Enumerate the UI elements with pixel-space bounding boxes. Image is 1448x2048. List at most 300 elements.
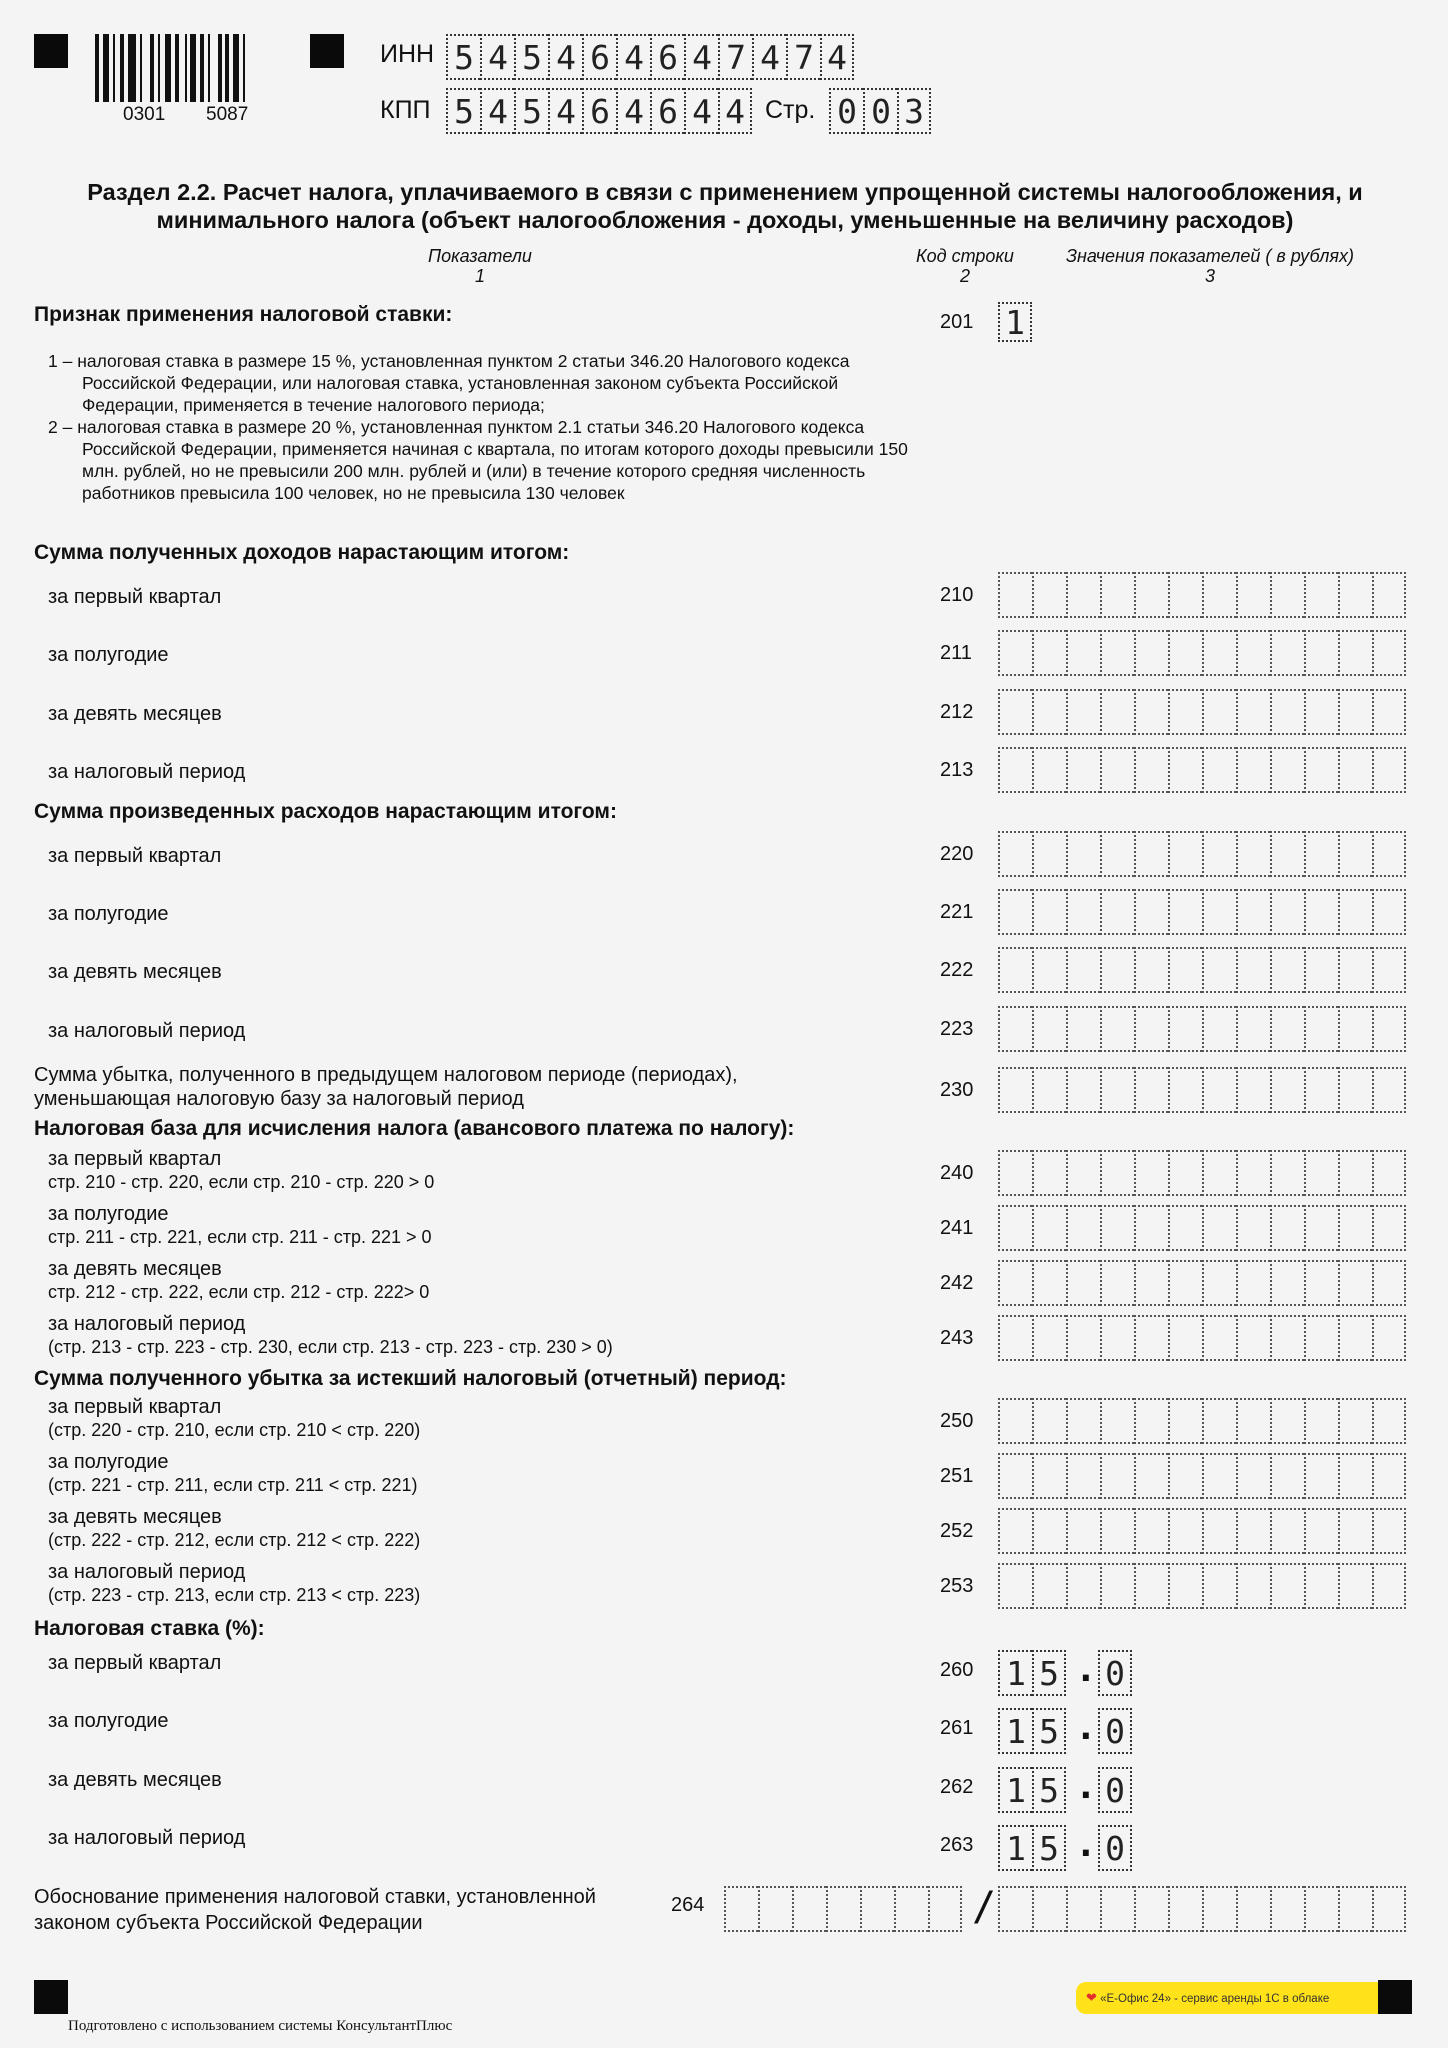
tax_base-digit-cell[interactable]	[1236, 1315, 1270, 1361]
income-digit-cell[interactable]	[1066, 630, 1100, 676]
loss-digit-cell[interactable]	[1372, 1453, 1406, 1499]
loss-digit-cell[interactable]	[1202, 1508, 1236, 1554]
kpp-digit-cell[interactable]: 4	[480, 88, 514, 134]
loss-digit-cell[interactable]	[1066, 1563, 1100, 1609]
tax_base-digit-cell[interactable]	[1032, 1315, 1066, 1361]
tax_base-digit-cell[interactable]	[1100, 1205, 1134, 1251]
income-digit-cell[interactable]	[1236, 572, 1270, 618]
income-digit-cell[interactable]	[1338, 747, 1372, 793]
expenses-digit-cell[interactable]	[998, 947, 1032, 993]
loss-digit-cell[interactable]	[1372, 1398, 1406, 1444]
inn-digit-cell[interactable]: 5	[514, 34, 548, 80]
tax_base-digit-cell[interactable]	[1338, 1260, 1372, 1306]
loss-prev-field[interactable]	[998, 1067, 1406, 1113]
loss-digit-cell[interactable]	[1100, 1453, 1134, 1499]
loss-digit-cell[interactable]	[1134, 1398, 1168, 1444]
income-digit-cell[interactable]	[998, 689, 1032, 735]
income-digit-cell[interactable]	[998, 572, 1032, 618]
rate-frac-field-262[interactable]	[1098, 1767, 1132, 1813]
expenses-digit-cell[interactable]	[1270, 947, 1304, 993]
justification-right-digit-cell[interactable]	[1338, 1886, 1372, 1932]
loss-prev-digit-cell[interactable]	[1032, 1067, 1066, 1113]
expenses-digit-cell[interactable]	[1066, 947, 1100, 993]
income-digit-cell[interactable]	[1032, 747, 1066, 793]
tax_base-digit-cell[interactable]	[1270, 1205, 1304, 1251]
expenses-digit-cell[interactable]	[1270, 1006, 1304, 1052]
expenses-digit-cell[interactable]	[1270, 889, 1304, 935]
expenses-digit-cell[interactable]	[1338, 1006, 1372, 1052]
expenses-digit-cell[interactable]	[1032, 889, 1066, 935]
income-digit-cell[interactable]	[998, 747, 1032, 793]
inn-digit-cell[interactable]: 6	[582, 34, 616, 80]
tax_base-digit-cell[interactable]	[1372, 1260, 1406, 1306]
tax_base-digit-cell[interactable]	[1372, 1150, 1406, 1196]
tax_base-digit-cell[interactable]	[1304, 1150, 1338, 1196]
justification-right-digit-cell[interactable]	[1066, 1886, 1100, 1932]
expenses-digit-cell[interactable]	[1236, 831, 1270, 877]
loss-digit-cell[interactable]	[1304, 1563, 1338, 1609]
loss-field-253[interactable]	[998, 1563, 1406, 1609]
eoffice-ad-banner[interactable]	[1076, 1982, 1378, 2014]
inn-digit-cell[interactable]: 4	[480, 34, 514, 80]
loss-digit-cell[interactable]	[1236, 1563, 1270, 1609]
loss-prev-digit-cell[interactable]	[1134, 1067, 1168, 1113]
income-digit-cell[interactable]	[1372, 572, 1406, 618]
income-digit-cell[interactable]	[1202, 747, 1236, 793]
loss-digit-cell[interactable]	[1270, 1508, 1304, 1554]
tax_base-digit-cell[interactable]	[1338, 1205, 1372, 1251]
tax_base-field-240[interactable]	[998, 1150, 1406, 1196]
income-digit-cell[interactable]	[1066, 572, 1100, 618]
expenses-digit-cell[interactable]	[1202, 947, 1236, 993]
loss-digit-cell[interactable]	[998, 1398, 1032, 1444]
loss-digit-cell[interactable]	[1100, 1563, 1134, 1609]
tax_base-digit-cell[interactable]	[1202, 1205, 1236, 1251]
expenses-digit-cell[interactable]	[1202, 889, 1236, 935]
expenses-digit-cell[interactable]	[1066, 831, 1100, 877]
code-220: 220	[940, 843, 974, 865]
tax_base-digit-cell[interactable]	[1372, 1315, 1406, 1361]
loss-digit-cell[interactable]	[1168, 1453, 1202, 1499]
income-digit-cell[interactable]	[1134, 747, 1168, 793]
income-digit-cell[interactable]	[1168, 747, 1202, 793]
expenses-digit-cell[interactable]	[1304, 1006, 1338, 1052]
tax_base-field-241[interactable]	[998, 1205, 1406, 1251]
justification-left-digit-cell[interactable]	[928, 1886, 962, 1932]
justification-right-digit-cell[interactable]	[1270, 1886, 1304, 1932]
income-digit-cell[interactable]	[1236, 747, 1270, 793]
kpp-digit-cell[interactable]: 5	[446, 88, 480, 134]
justification-left-digit-cell[interactable]	[894, 1886, 928, 1932]
loss-prev-digit-cell[interactable]	[1100, 1067, 1134, 1113]
justification-right-digit-cell[interactable]	[1168, 1886, 1202, 1932]
rate-sign-cell[interactable]: 1	[998, 302, 1032, 342]
justification-right-digit-cell[interactable]	[1236, 1886, 1270, 1932]
loss-digit-cell[interactable]	[1168, 1398, 1202, 1444]
expenses-digit-cell[interactable]	[1304, 947, 1338, 993]
inn-digit-cell[interactable]: 6	[650, 34, 684, 80]
loss-prev-digit-cell[interactable]	[1066, 1067, 1100, 1113]
tax_base-digit-cell[interactable]	[998, 1150, 1032, 1196]
tax_base-field-243[interactable]	[998, 1315, 1406, 1361]
income-digit-cell[interactable]	[1100, 630, 1134, 676]
rate-sign-field[interactable]	[998, 302, 1032, 342]
tax_base-digit-cell[interactable]	[1066, 1260, 1100, 1306]
page-number-field[interactable]	[829, 88, 931, 134]
expenses-digit-cell[interactable]	[998, 831, 1032, 877]
rate-int-field-263[interactable]	[998, 1825, 1066, 1871]
rate-int-field-260[interactable]	[998, 1650, 1066, 1696]
income-digit-cell[interactable]	[1168, 572, 1202, 618]
income-digit-cell[interactable]	[1304, 689, 1338, 735]
tax_base-digit-cell[interactable]	[1270, 1315, 1304, 1361]
loss-digit-cell[interactable]	[1304, 1508, 1338, 1554]
expenses-digit-cell[interactable]	[1134, 947, 1168, 993]
income-digit-cell[interactable]	[1066, 747, 1100, 793]
expenses-digit-cell[interactable]	[1236, 1006, 1270, 1052]
loss-field-251[interactable]	[998, 1453, 1406, 1499]
expenses-digit-cell[interactable]	[1338, 831, 1372, 877]
income-digit-cell[interactable]	[1100, 572, 1134, 618]
income-digit-cell[interactable]	[1372, 689, 1406, 735]
loss-digit-cell[interactable]	[1168, 1508, 1202, 1554]
loss-digit-cell[interactable]	[1236, 1398, 1270, 1444]
loss-prev-digit-cell[interactable]	[1372, 1067, 1406, 1113]
income-field-212[interactable]	[998, 689, 1406, 735]
income-digit-cell[interactable]	[1202, 689, 1236, 735]
expenses-digit-cell[interactable]	[998, 1006, 1032, 1052]
expenses-digit-cell[interactable]	[1338, 947, 1372, 993]
income-field-211[interactable]	[998, 630, 1406, 676]
expenses-field-223[interactable]	[998, 1006, 1406, 1052]
kpp-digit-cell[interactable]: 4	[718, 88, 752, 134]
rate-frac-digit-cell[interactable]: 0	[1098, 1767, 1132, 1813]
income-digit-cell[interactable]	[1338, 689, 1372, 735]
expenses-digit-cell[interactable]	[1134, 831, 1168, 877]
tax_base-digit-cell[interactable]	[1168, 1205, 1202, 1251]
income-digit-cell[interactable]	[1304, 572, 1338, 618]
kpp-digit-cell[interactable]: 6	[650, 88, 684, 134]
tax_base-digit-cell[interactable]	[998, 1260, 1032, 1306]
expenses-digit-cell[interactable]	[1304, 889, 1338, 935]
rate-frac-field-263[interactable]	[1098, 1825, 1132, 1871]
justification-right-digit-cell[interactable]	[1372, 1886, 1406, 1932]
income-digit-cell[interactable]	[1270, 689, 1304, 735]
expenses-digit-cell[interactable]	[1134, 1006, 1168, 1052]
income-digit-cell[interactable]	[1304, 630, 1338, 676]
expenses-digit-cell[interactable]	[1372, 831, 1406, 877]
inn-digit-cell[interactable]: 7	[786, 34, 820, 80]
loss-digit-cell[interactable]	[1066, 1398, 1100, 1444]
rate-int-digit-cell[interactable]: 1	[998, 1767, 1032, 1813]
expenses-digit-cell[interactable]	[1066, 1006, 1100, 1052]
expenses-digit-cell[interactable]	[1236, 947, 1270, 993]
expenses-digit-cell[interactable]	[1304, 831, 1338, 877]
income-digit-cell[interactable]	[1066, 689, 1100, 735]
kpp-digit-cell[interactable]: 4	[684, 88, 718, 134]
tax_base-digit-cell[interactable]	[1032, 1150, 1066, 1196]
justification-right-digit-cell[interactable]	[1032, 1886, 1066, 1932]
loss-digit-cell[interactable]	[1032, 1453, 1066, 1499]
loss-digit-cell[interactable]	[1066, 1453, 1100, 1499]
expenses-digit-cell[interactable]	[998, 889, 1032, 935]
tax_base-digit-cell[interactable]	[1066, 1205, 1100, 1251]
justification-right-digit-cell[interactable]	[1304, 1886, 1338, 1932]
loss-digit-cell[interactable]	[1338, 1398, 1372, 1444]
rate-int-digit-cell[interactable]: 5	[1032, 1650, 1066, 1696]
rate-int-digit-cell[interactable]: 1	[998, 1708, 1032, 1754]
rate-int-digit-cell[interactable]: 5	[1032, 1708, 1066, 1754]
income-digit-cell[interactable]	[1270, 747, 1304, 793]
barcode-bar	[233, 34, 239, 102]
tax_base-digit-cell[interactable]	[1372, 1205, 1406, 1251]
loss-prev-digit-cell[interactable]	[1236, 1067, 1270, 1113]
justification-field-left[interactable]	[724, 1886, 962, 1932]
rate-int-digit-cell[interactable]: 5	[1032, 1767, 1066, 1813]
expenses-digit-cell[interactable]	[1202, 1006, 1236, 1052]
expenses-digit-cell[interactable]	[1168, 1006, 1202, 1052]
loss-digit-cell[interactable]	[1168, 1563, 1202, 1609]
loss-digit-cell[interactable]	[1202, 1453, 1236, 1499]
expenses-digit-cell[interactable]	[1032, 947, 1066, 993]
page-digit-cell[interactable]: 0	[863, 88, 897, 134]
justification-right-digit-cell[interactable]	[998, 1886, 1032, 1932]
loss-digit-cell[interactable]	[1032, 1563, 1066, 1609]
income-digit-cell[interactable]	[1032, 630, 1066, 676]
income-field-213[interactable]	[998, 747, 1406, 793]
inn-field[interactable]	[446, 34, 854, 80]
loss-digit-cell[interactable]	[1032, 1508, 1066, 1554]
justification-right-digit-cell[interactable]	[1134, 1886, 1168, 1932]
tax_base-digit-cell[interactable]	[1236, 1205, 1270, 1251]
loss-digit-cell[interactable]	[1338, 1563, 1372, 1609]
tax_base-digit-cell[interactable]	[1100, 1315, 1134, 1361]
inn-digit-cell[interactable]: 5	[446, 34, 480, 80]
corner-marker-bottom-left	[34, 1980, 68, 2014]
loss-prev-digit-cell[interactable]	[1202, 1067, 1236, 1113]
expenses-digit-cell[interactable]	[1066, 889, 1100, 935]
code-262: 262	[940, 1776, 974, 1798]
inn-digit-cell[interactable]: 4	[684, 34, 718, 80]
income-digit-cell[interactable]	[1236, 630, 1270, 676]
income-digit-cell[interactable]	[1270, 630, 1304, 676]
expenses-digit-cell[interactable]	[1168, 947, 1202, 993]
income-digit-cell[interactable]	[1236, 689, 1270, 735]
expenses-digit-cell[interactable]	[1338, 889, 1372, 935]
justification-left-digit-cell[interactable]	[792, 1886, 826, 1932]
rate-frac-digit-cell[interactable]: 0	[1098, 1825, 1132, 1871]
rate-int-digit-cell[interactable]: 5	[1032, 1825, 1066, 1871]
loss-digit-cell[interactable]	[1338, 1453, 1372, 1499]
expenses-digit-cell[interactable]	[1100, 1006, 1134, 1052]
expenses-digit-cell[interactable]	[1100, 947, 1134, 993]
expenses-digit-cell[interactable]	[1032, 831, 1066, 877]
tax_base-digit-cell[interactable]	[1134, 1315, 1168, 1361]
loss-digit-cell[interactable]	[1372, 1563, 1406, 1609]
income-digit-cell[interactable]	[1134, 630, 1168, 676]
expenses-digit-cell[interactable]	[1100, 889, 1134, 935]
justification-field-right[interactable]	[998, 1886, 1406, 1932]
rate-frac-field-260[interactable]	[1098, 1650, 1132, 1696]
tax_base-digit-cell[interactable]	[1304, 1260, 1338, 1306]
income-digit-cell[interactable]	[1338, 630, 1372, 676]
justification-left-digit-cell[interactable]	[860, 1886, 894, 1932]
tax_base-field-242[interactable]	[998, 1260, 1406, 1306]
loss-digit-cell[interactable]	[1304, 1453, 1338, 1499]
kpp-digit-cell[interactable]: 5	[514, 88, 548, 134]
tax_base-digit-cell[interactable]	[998, 1205, 1032, 1251]
tax_base-digit-cell[interactable]	[1236, 1150, 1270, 1196]
code-240: 240	[940, 1162, 974, 1184]
expenses-digit-cell[interactable]	[1372, 1006, 1406, 1052]
tax_base-digit-cell[interactable]	[1066, 1150, 1100, 1196]
inn-digit-cell[interactable]: 4	[752, 34, 786, 80]
income-digit-cell[interactable]	[1134, 572, 1168, 618]
tax_base-digit-cell[interactable]	[1032, 1260, 1066, 1306]
loss-field-250[interactable]	[998, 1398, 1406, 1444]
tax_base-digit-cell[interactable]	[1134, 1260, 1168, 1306]
rate-frac-field-261[interactable]	[1098, 1708, 1132, 1754]
rate-frac-digit-cell[interactable]: 0	[1098, 1708, 1132, 1754]
tax_base-digit-cell[interactable]	[1304, 1205, 1338, 1251]
code-261: 261	[940, 1717, 974, 1739]
tax_base-digit-cell[interactable]	[1168, 1150, 1202, 1196]
expenses-digit-cell[interactable]	[1236, 889, 1270, 935]
tax_base-digit-cell[interactable]	[1168, 1315, 1202, 1361]
tax_base-digit-cell[interactable]	[1202, 1150, 1236, 1196]
loss-digit-cell[interactable]	[1338, 1508, 1372, 1554]
income-digit-cell[interactable]	[1032, 572, 1066, 618]
inn-digit-cell[interactable]: 4	[820, 34, 854, 80]
tax_base-digit-cell[interactable]	[1032, 1205, 1066, 1251]
income-digit-cell[interactable]	[1372, 747, 1406, 793]
justification-left-digit-cell[interactable]	[758, 1886, 792, 1932]
loss-digit-cell[interactable]	[1202, 1398, 1236, 1444]
tax_base-digit-cell[interactable]	[1304, 1315, 1338, 1361]
tax_base-digit-cell[interactable]	[1100, 1150, 1134, 1196]
tax_base-digit-cell[interactable]	[1100, 1260, 1134, 1306]
tax_base-digit-cell[interactable]	[1338, 1315, 1372, 1361]
kpp-digit-cell[interactable]: 6	[582, 88, 616, 134]
income-digit-cell[interactable]	[1100, 689, 1134, 735]
income-digit-cell[interactable]	[1168, 630, 1202, 676]
rate-frac-digit-cell[interactable]: 0	[1098, 1650, 1132, 1696]
inn-digit-cell[interactable]: 4	[548, 34, 582, 80]
income-digit-cell[interactable]	[1100, 747, 1134, 793]
tax_base-digit-cell[interactable]	[1270, 1150, 1304, 1196]
income-digit-cell[interactable]	[1168, 689, 1202, 735]
kpp-field[interactable]	[446, 88, 752, 134]
income-digit-cell[interactable]	[1032, 689, 1066, 735]
page-digit-cell[interactable]: 3	[897, 88, 931, 134]
loss-field-252[interactable]	[998, 1508, 1406, 1554]
income-field-210[interactable]	[998, 572, 1406, 618]
income-digit-cell[interactable]	[1338, 572, 1372, 618]
expenses-digit-cell[interactable]	[1202, 831, 1236, 877]
loss-prev-digit-cell[interactable]	[1168, 1067, 1202, 1113]
expenses-field-221[interactable]	[998, 889, 1406, 935]
income-digit-cell[interactable]	[1134, 689, 1168, 735]
loss-digit-cell[interactable]	[1134, 1508, 1168, 1554]
loss-digit-cell[interactable]	[1270, 1453, 1304, 1499]
loss-digit-cell[interactable]	[998, 1453, 1032, 1499]
income-digit-cell[interactable]	[1304, 747, 1338, 793]
loss-digit-cell[interactable]	[1236, 1453, 1270, 1499]
inn-digit-cell[interactable]: 4	[616, 34, 650, 80]
expenses-field-222[interactable]	[998, 947, 1406, 993]
tax_base-digit-cell[interactable]	[1134, 1205, 1168, 1251]
loss-prev-digit-cell[interactable]	[1338, 1067, 1372, 1113]
justification-right-digit-cell[interactable]	[1202, 1886, 1236, 1932]
code-212: 212	[940, 701, 974, 723]
loss-digit-cell[interactable]	[1100, 1508, 1134, 1554]
expenses-digit-cell[interactable]	[1372, 947, 1406, 993]
loss-digit-cell[interactable]	[1202, 1563, 1236, 1609]
kpp-digit-cell[interactable]: 4	[616, 88, 650, 134]
income-digit-cell[interactable]	[1202, 572, 1236, 618]
loss-digit-cell[interactable]	[1066, 1508, 1100, 1554]
income-digit-cell[interactable]	[1270, 572, 1304, 618]
loss-digit-cell[interactable]	[998, 1563, 1032, 1609]
income-digit-cell[interactable]	[1372, 630, 1406, 676]
inn-digit-cell[interactable]: 7	[718, 34, 752, 80]
justification-left-digit-cell[interactable]	[826, 1886, 860, 1932]
income-digit-cell[interactable]	[1202, 630, 1236, 676]
loss-prev-digit-cell[interactable]	[998, 1067, 1032, 1113]
loss-digit-cell[interactable]	[1270, 1398, 1304, 1444]
loss-prev-digit-cell[interactable]	[1304, 1067, 1338, 1113]
tax_base-digit-cell[interactable]	[1270, 1260, 1304, 1306]
page-digit-cell[interactable]: 0	[829, 88, 863, 134]
tax_base-digit-cell[interactable]	[1338, 1150, 1372, 1196]
loss-digit-cell[interactable]	[1032, 1398, 1066, 1444]
rate-int-digit-cell[interactable]: 1	[998, 1650, 1032, 1696]
loss-digit-cell[interactable]	[1100, 1398, 1134, 1444]
tax_base-digit-cell[interactable]	[1134, 1150, 1168, 1196]
loss-digit-cell[interactable]	[1236, 1508, 1270, 1554]
expenses-digit-cell[interactable]	[1372, 889, 1406, 935]
expenses-digit-cell[interactable]	[1134, 889, 1168, 935]
loss-digit-cell[interactable]	[1304, 1398, 1338, 1444]
tax_base-digit-cell[interactable]	[998, 1315, 1032, 1361]
loss-digit-cell[interactable]	[1134, 1563, 1168, 1609]
tax_base-digit-cell[interactable]	[1168, 1260, 1202, 1306]
tax_base-digit-cell[interactable]	[1202, 1315, 1236, 1361]
tax_base-digit-cell[interactable]	[1066, 1315, 1100, 1361]
tax_base-label-241: за полугодие	[48, 1203, 169, 1225]
loss-prev-digit-cell[interactable]	[1270, 1067, 1304, 1113]
expenses-digit-cell[interactable]	[1168, 889, 1202, 935]
kpp-digit-cell[interactable]: 4	[548, 88, 582, 134]
expenses-field-220[interactable]	[998, 831, 1406, 877]
loss-digit-cell[interactable]	[1270, 1563, 1304, 1609]
tax_base-digit-cell[interactable]	[1202, 1260, 1236, 1306]
loss-digit-cell[interactable]	[998, 1508, 1032, 1554]
rate-int-digit-cell[interactable]: 1	[998, 1825, 1032, 1871]
justification-left-digit-cell[interactable]	[724, 1886, 758, 1932]
loss-digit-cell[interactable]	[1372, 1508, 1406, 1554]
expenses-digit-cell[interactable]	[1100, 831, 1134, 877]
expenses-digit-cell[interactable]	[1032, 1006, 1066, 1052]
expenses-digit-cell[interactable]	[1270, 831, 1304, 877]
rate-int-field-261[interactable]	[998, 1708, 1066, 1754]
tax_base-digit-cell[interactable]	[1236, 1260, 1270, 1306]
justification-right-digit-cell[interactable]	[1100, 1886, 1134, 1932]
expenses-digit-cell[interactable]	[1168, 831, 1202, 877]
income-digit-cell[interactable]	[998, 630, 1032, 676]
rate-int-field-262[interactable]	[998, 1767, 1066, 1813]
loss-digit-cell[interactable]	[1134, 1453, 1168, 1499]
